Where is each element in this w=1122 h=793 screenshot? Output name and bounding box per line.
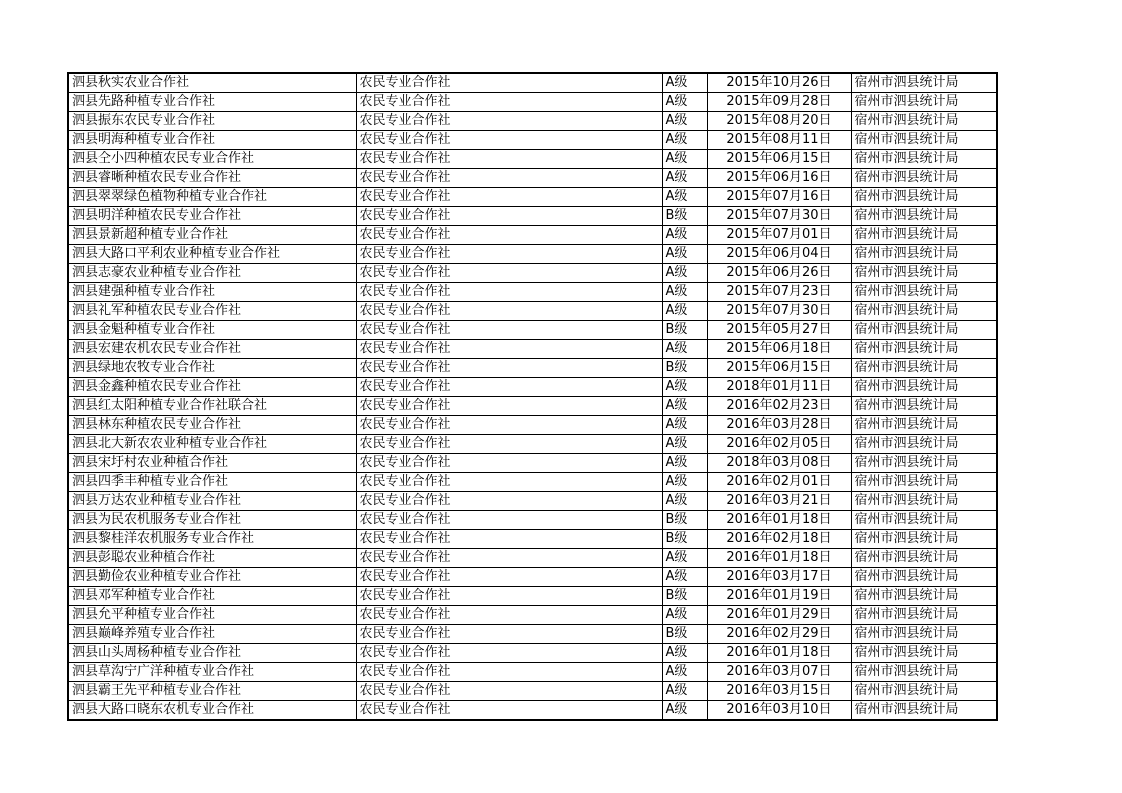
organization-cell: 宿州市泗县统计局 xyxy=(851,435,997,454)
organization-cell: 宿州市泗县统计局 xyxy=(851,473,997,492)
table-row xyxy=(68,416,997,435)
date-cell: 2016年01月18日 xyxy=(707,644,851,663)
table-row xyxy=(68,701,997,721)
organization-cell: 宿州市泗县统计局 xyxy=(851,530,997,549)
table-row xyxy=(68,321,997,340)
date-cell: 2016年02月18日 xyxy=(707,530,851,549)
organization-cell: 宿州市泗县统计局 xyxy=(851,112,997,131)
table-row xyxy=(68,226,997,245)
date-cell: 2015年06月18日 xyxy=(707,340,851,359)
grade-cell: A级 xyxy=(662,73,707,93)
table-row xyxy=(68,473,997,492)
cooperative-name-cell: 泗县先路种植专业合作社 xyxy=(68,93,356,112)
grade-cell: A级 xyxy=(662,416,707,435)
grade-cell: A级 xyxy=(662,492,707,511)
cooperative-name-cell: 泗县邓军种植专业合作社 xyxy=(68,587,356,606)
grade-cell: A级 xyxy=(662,264,707,283)
table-row xyxy=(68,302,997,321)
grade-cell: A级 xyxy=(662,226,707,245)
cooperative-type-cell: 农民专业合作社 xyxy=(356,378,662,397)
date-cell: 2016年02月01日 xyxy=(707,473,851,492)
table-row xyxy=(68,530,997,549)
grade-cell: A级 xyxy=(662,93,707,112)
grade-cell: A级 xyxy=(662,245,707,264)
cooperative-type-cell: 农民专业合作社 xyxy=(356,226,662,245)
table-row xyxy=(68,663,997,682)
date-cell: 2015年10月26日 xyxy=(707,73,851,93)
organization-cell: 宿州市泗县统计局 xyxy=(851,340,997,359)
date-cell: 2015年06月04日 xyxy=(707,245,851,264)
organization-cell: 宿州市泗县统计局 xyxy=(851,359,997,378)
cooperative-type-cell: 农民专业合作社 xyxy=(356,568,662,587)
organization-cell: 宿州市泗县统计局 xyxy=(851,549,997,568)
grade-cell: A级 xyxy=(662,644,707,663)
cooperative-type-cell: 农民专业合作社 xyxy=(356,682,662,701)
cooperative-name-cell: 泗县万达农业种植专业合作社 xyxy=(68,492,356,511)
organization-cell: 宿州市泗县统计局 xyxy=(851,511,997,530)
organization-cell: 宿州市泗县统计局 xyxy=(851,207,997,226)
cooperative-type-cell: 农民专业合作社 xyxy=(356,397,662,416)
date-cell: 2016年01月29日 xyxy=(707,606,851,625)
table-row xyxy=(68,73,997,93)
cooperative-type-cell: 农民专业合作社 xyxy=(356,454,662,473)
table-row xyxy=(68,511,997,530)
cooperative-name-cell: 泗县宏建农机农民专业合作社 xyxy=(68,340,356,359)
table-row xyxy=(68,93,997,112)
table-body xyxy=(68,73,997,720)
date-cell: 2016年01月18日 xyxy=(707,549,851,568)
table-row xyxy=(68,682,997,701)
date-cell: 2016年02月23日 xyxy=(707,397,851,416)
cooperative-name-cell: 泗县勤俭农业种植专业合作社 xyxy=(68,568,356,587)
cooperative-name-cell: 泗县绿地农牧专业合作社 xyxy=(68,359,356,378)
cooperative-name-cell: 泗县草沟宁广洋种植专业合作社 xyxy=(68,663,356,682)
organization-cell: 宿州市泗县统计局 xyxy=(851,416,997,435)
grade-cell: B级 xyxy=(662,207,707,226)
table-row xyxy=(68,169,997,188)
organization-cell: 宿州市泗县统计局 xyxy=(851,454,997,473)
grade-cell: B级 xyxy=(662,530,707,549)
grade-cell: A级 xyxy=(662,701,707,721)
cooperative-type-cell: 农民专业合作社 xyxy=(356,131,662,150)
table-row xyxy=(68,188,997,207)
date-cell: 2016年01月19日 xyxy=(707,587,851,606)
organization-cell: 宿州市泗县统计局 xyxy=(851,492,997,511)
date-cell: 2015年07月16日 xyxy=(707,188,851,207)
cooperative-type-cell: 农民专业合作社 xyxy=(356,188,662,207)
organization-cell: 宿州市泗县统计局 xyxy=(851,606,997,625)
grade-cell: B级 xyxy=(662,359,707,378)
grade-cell: A级 xyxy=(662,473,707,492)
table-row xyxy=(68,340,997,359)
date-cell: 2015年08月20日 xyxy=(707,112,851,131)
grade-cell: A级 xyxy=(662,606,707,625)
date-cell: 2018年03月08日 xyxy=(707,454,851,473)
cooperative-type-cell: 农民专业合作社 xyxy=(356,701,662,721)
grade-cell: A级 xyxy=(662,568,707,587)
grade-cell: A级 xyxy=(662,340,707,359)
cooperative-name-cell: 泗县四季丰种植专业合作社 xyxy=(68,473,356,492)
grade-cell: A级 xyxy=(662,663,707,682)
date-cell: 2015年06月16日 xyxy=(707,169,851,188)
cooperative-type-cell: 农民专业合作社 xyxy=(356,625,662,644)
date-cell: 2016年03月15日 xyxy=(707,682,851,701)
cooperative-name-cell: 泗县礼军种植农民专业合作社 xyxy=(68,302,356,321)
table-row xyxy=(68,378,997,397)
date-cell: 2016年02月29日 xyxy=(707,625,851,644)
cooperative-name-cell: 泗县金鑫种植农民专业合作社 xyxy=(68,378,356,397)
organization-cell: 宿州市泗县统计局 xyxy=(851,131,997,150)
grade-cell: A级 xyxy=(662,397,707,416)
cooperative-type-cell: 农民专业合作社 xyxy=(356,321,662,340)
table-row xyxy=(68,264,997,283)
cooperative-type-cell: 农民专业合作社 xyxy=(356,492,662,511)
cooperative-name-cell: 泗县秋实农业合作社 xyxy=(68,73,356,93)
cooperative-type-cell: 农民专业合作社 xyxy=(356,302,662,321)
date-cell: 2016年03月28日 xyxy=(707,416,851,435)
date-cell: 2016年03月10日 xyxy=(707,701,851,721)
cooperative-name-cell: 泗县仝小四种植农民专业合作社 xyxy=(68,150,356,169)
organization-cell: 宿州市泗县统计局 xyxy=(851,321,997,340)
date-cell: 2015年07月30日 xyxy=(707,207,851,226)
cooperative-name-cell: 泗县红太阳种植专业合作社联合社 xyxy=(68,397,356,416)
date-cell: 2015年09月28日 xyxy=(707,93,851,112)
date-cell: 2016年02月05日 xyxy=(707,435,851,454)
cooperative-name-cell: 泗县允平种植专业合作社 xyxy=(68,606,356,625)
grade-cell: A级 xyxy=(662,378,707,397)
organization-cell: 宿州市泗县统计局 xyxy=(851,568,997,587)
table-row xyxy=(68,397,997,416)
cooperative-name-cell: 泗县志豪农业种植专业合作社 xyxy=(68,264,356,283)
date-cell: 2015年05月27日 xyxy=(707,321,851,340)
cooperative-name-cell: 泗县彭聪农业种植合作社 xyxy=(68,549,356,568)
cooperative-name-cell: 泗县大路口晓东农机专业合作社 xyxy=(68,701,356,721)
date-cell: 2015年06月26日 xyxy=(707,264,851,283)
grade-cell: A级 xyxy=(662,454,707,473)
organization-cell: 宿州市泗县统计局 xyxy=(851,93,997,112)
grade-cell: A级 xyxy=(662,283,707,302)
grade-cell: B级 xyxy=(662,625,707,644)
grade-cell: A级 xyxy=(662,682,707,701)
date-cell: 2016年03月17日 xyxy=(707,568,851,587)
grade-cell: B级 xyxy=(662,511,707,530)
cooperative-type-cell: 农民专业合作社 xyxy=(356,587,662,606)
grade-cell: A级 xyxy=(662,112,707,131)
cooperative-name-cell: 泗县明洋种植农民专业合作社 xyxy=(68,207,356,226)
cooperative-name-cell: 泗县建强种植专业合作社 xyxy=(68,283,356,302)
table-row xyxy=(68,112,997,131)
organization-cell: 宿州市泗县统计局 xyxy=(851,226,997,245)
organization-cell: 宿州市泗县统计局 xyxy=(851,302,997,321)
date-cell: 2016年01月18日 xyxy=(707,511,851,530)
grade-cell: A级 xyxy=(662,549,707,568)
table-row xyxy=(68,283,997,302)
cooperative-name-cell: 泗县翠翠绿色植物种植专业合作社 xyxy=(68,188,356,207)
organization-cell: 宿州市泗县统计局 xyxy=(851,283,997,302)
grade-cell: A级 xyxy=(662,188,707,207)
table-row xyxy=(68,644,997,663)
organization-cell: 宿州市泗县统计局 xyxy=(851,587,997,606)
table-row xyxy=(68,454,997,473)
organization-cell: 宿州市泗县统计局 xyxy=(851,150,997,169)
date-cell: 2016年03月21日 xyxy=(707,492,851,511)
table-row xyxy=(68,549,997,568)
organization-cell: 宿州市泗县统计局 xyxy=(851,663,997,682)
organization-cell: 宿州市泗县统计局 xyxy=(851,682,997,701)
grade-cell: A级 xyxy=(662,169,707,188)
cooperative-name-cell: 泗县睿晰种植农民专业合作社 xyxy=(68,169,356,188)
organization-cell: 宿州市泗县统计局 xyxy=(851,644,997,663)
date-cell: 2015年07月23日 xyxy=(707,283,851,302)
cooperative-type-cell: 农民专业合作社 xyxy=(356,207,662,226)
cooperative-table xyxy=(67,72,998,721)
cooperative-type-cell: 农民专业合作社 xyxy=(356,416,662,435)
date-cell: 2015年06月15日 xyxy=(707,150,851,169)
organization-cell: 宿州市泗县统计局 xyxy=(851,73,997,93)
cooperative-name-cell: 泗县景新超种植专业合作社 xyxy=(68,226,356,245)
grade-cell: A级 xyxy=(662,150,707,169)
organization-cell: 宿州市泗县统计局 xyxy=(851,264,997,283)
date-cell: 2015年07月01日 xyxy=(707,226,851,245)
table-row xyxy=(68,435,997,454)
organization-cell: 宿州市泗县统计局 xyxy=(851,245,997,264)
organization-cell: 宿州市泗县统计局 xyxy=(851,397,997,416)
cooperative-type-cell: 农民专业合作社 xyxy=(356,511,662,530)
cooperative-type-cell: 农民专业合作社 xyxy=(356,150,662,169)
cooperative-type-cell: 农民专业合作社 xyxy=(356,73,662,93)
grade-cell: A级 xyxy=(662,131,707,150)
cooperative-name-cell: 泗县巅峰养殖专业合作社 xyxy=(68,625,356,644)
cooperative-name-cell: 泗县黎桂洋农机服务专业合作社 xyxy=(68,530,356,549)
cooperative-name-cell: 泗县霸王先平种植专业合作社 xyxy=(68,682,356,701)
cooperative-type-cell: 农民专业合作社 xyxy=(356,644,662,663)
cooperative-name-cell: 泗县山头周杨种植专业合作社 xyxy=(68,644,356,663)
cooperative-type-cell: 农民专业合作社 xyxy=(356,264,662,283)
grade-cell: A级 xyxy=(662,435,707,454)
grade-cell: B级 xyxy=(662,587,707,606)
organization-cell: 宿州市泗县统计局 xyxy=(851,378,997,397)
cooperative-type-cell: 农民专业合作社 xyxy=(356,169,662,188)
cooperative-name-cell: 泗县明海种植专业合作社 xyxy=(68,131,356,150)
date-cell: 2018年01月11日 xyxy=(707,378,851,397)
organization-cell: 宿州市泗县统计局 xyxy=(851,169,997,188)
cooperative-type-cell: 农民专业合作社 xyxy=(356,530,662,549)
cooperative-name-cell: 泗县振东农民专业合作社 xyxy=(68,112,356,131)
table-row xyxy=(68,606,997,625)
table-row xyxy=(68,625,997,644)
date-cell: 2015年06月15日 xyxy=(707,359,851,378)
table-row xyxy=(68,568,997,587)
cooperative-type-cell: 农民专业合作社 xyxy=(356,663,662,682)
cooperative-type-cell: 农民专业合作社 xyxy=(356,245,662,264)
table-row xyxy=(68,150,997,169)
cooperative-name-cell: 泗县为民农机服务专业合作社 xyxy=(68,511,356,530)
cooperative-name-cell: 泗县林东种植农民专业合作社 xyxy=(68,416,356,435)
cooperative-type-cell: 农民专业合作社 xyxy=(356,606,662,625)
cooperative-type-cell: 农民专业合作社 xyxy=(356,283,662,302)
date-cell: 2015年07月30日 xyxy=(707,302,851,321)
grade-cell: A级 xyxy=(662,302,707,321)
cooperative-type-cell: 农民专业合作社 xyxy=(356,549,662,568)
cooperative-type-cell: 农民专业合作社 xyxy=(356,340,662,359)
grade-cell: B级 xyxy=(662,321,707,340)
cooperative-type-cell: 农民专业合作社 xyxy=(356,112,662,131)
table-row xyxy=(68,207,997,226)
organization-cell: 宿州市泗县统计局 xyxy=(851,701,997,721)
cooperative-type-cell: 农民专业合作社 xyxy=(356,93,662,112)
table-row xyxy=(68,131,997,150)
table-row xyxy=(68,245,997,264)
cooperative-type-cell: 农民专业合作社 xyxy=(356,359,662,378)
date-cell: 2016年03月07日 xyxy=(707,663,851,682)
organization-cell: 宿州市泗县统计局 xyxy=(851,625,997,644)
cooperative-name-cell: 泗县北大新农农业种植专业合作社 xyxy=(68,435,356,454)
cooperative-name-cell: 泗县大路口平利农业种植专业合作社 xyxy=(68,245,356,264)
cooperative-type-cell: 农民专业合作社 xyxy=(356,473,662,492)
table-row xyxy=(68,587,997,606)
organization-cell: 宿州市泗县统计局 xyxy=(851,188,997,207)
table-row xyxy=(68,492,997,511)
date-cell: 2015年08月11日 xyxy=(707,131,851,150)
cooperative-name-cell: 泗县金魁种植专业合作社 xyxy=(68,321,356,340)
table-row xyxy=(68,359,997,378)
cooperative-type-cell: 农民专业合作社 xyxy=(356,435,662,454)
cooperative-name-cell: 泗县宋圩村农业种植合作社 xyxy=(68,454,356,473)
